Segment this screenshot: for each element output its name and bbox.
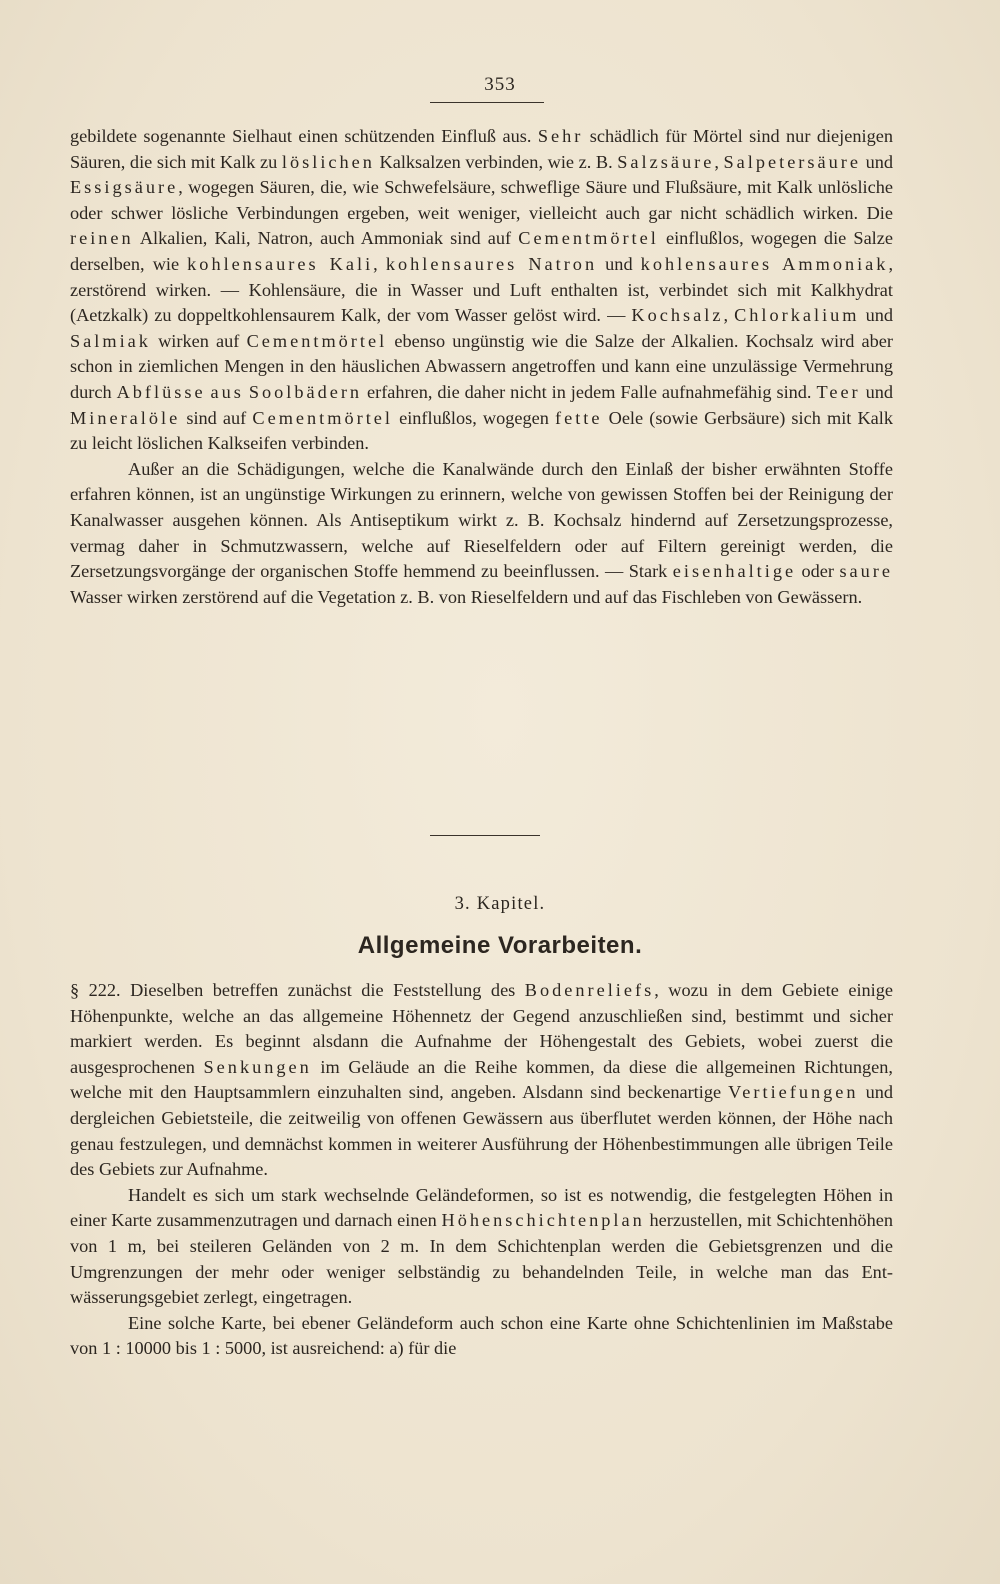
- text-run: ebenso ungünstig wie die Salze der Alkalien. Kochsalz wird aber schon in ziemlichen Mengen in den häuslichen Abwassern angetroffen und kann eine unzulässige Vermehrung durch: [70, 330, 893, 402]
- text-run: oder: [796, 561, 840, 582]
- emphasized-text: Vertiefungen: [728, 1082, 859, 1103]
- text-run: Außer an die Schädigungen, welche die Kanalwände durch den Einlaß der bisher erwähnten Stoffe erfahren können, ist an ungünstige Wirkungen zu erinnern, welche von gewissen Stoffen bei der Reinigung der Kanalwasser ausgehen können. Als Antiseptikum wirkt z. B. Kochsalz hindernd auf Zersetzungsprozesse, vermag daher in Schmutzwassern, welche auf Rieselfeldern oder auf Filtern gereinigt werden, die Zersetzungsvorgänge der organischen Stoffe hemmend zu beeinflussen. — Stark: [70, 458, 893, 582]
- text-run: und: [860, 151, 893, 172]
- text-run: herzustellen, mit Schichtenhöhen von 1 m, bei steileren Geländen von 2 m. In dem Schichtenplan werden die Gebietsgrenzen und die Umgrenzungen der mehr oder weniger selbständig zu behandelnden Teile, in welche man das Entwässerungsgebiet zerlegt, eingetragen.: [70, 1210, 893, 1308]
- emphasized-text: reinen: [70, 228, 134, 249]
- emphasized-text: Cementmörtel: [252, 407, 393, 428]
- emphasized-text: kohlensaures Ammoniak: [640, 253, 889, 274]
- emphasized-text: Senkungen: [203, 1056, 312, 1077]
- emphasized-text: Chlorkalium: [734, 305, 860, 326]
- text-run: sind auf: [180, 407, 253, 428]
- text-run: ,: [723, 305, 735, 326]
- page-number: 353: [484, 74, 516, 95]
- emphasized-text: Salzsäure: [617, 151, 715, 172]
- emphasized-text: fette: [555, 407, 603, 428]
- text-run: Alkalien, Kali, Natron, auch Ammoniak sind auf: [133, 228, 519, 249]
- emphasized-text: kohlensaures Kali: [187, 253, 374, 274]
- paragraph: [70, 978, 893, 1183]
- emphasized-text: aus: [210, 381, 244, 402]
- emphasized-text: Sehr: [537, 126, 584, 146]
- text-run: einflußlos, wogegen: [392, 407, 556, 428]
- text-run: wirken auf: [150, 330, 247, 351]
- body-text-upper: [70, 124, 893, 610]
- text-run: , zerstörend wirken. — Kohlensäure, die in Wasser und Luft enthalten ist, verbindet sich mit Kalkhydrat (Aetzkalk) zu doppeltkohlensaurem Kalk, der vom Wasser gelöst wird. —: [70, 253, 894, 326]
- emphasized-text: saure: [839, 561, 894, 582]
- text-run: , wozu in dem Gebiete einige Höhenpunkte, welche an das allgemeine Höhennetz der Gegend anzuschließen sind, bestimmt und sicher markiert werden. Es beginnt alsdann die Aufnahme der Höhengestalt des Gebiets, wobei zuerst die ausgesprochenen: [70, 980, 893, 1077]
- text-run: und: [597, 253, 641, 274]
- chapter-label: 3. Kapitel.: [454, 894, 546, 914]
- body-text-lower: [70, 978, 893, 1362]
- emphasized-text: Cementmörtel: [518, 228, 659, 249]
- text-run: und: [859, 305, 894, 326]
- emphasized-text: Salmiak: [70, 330, 151, 351]
- emphasized-text: kohlensaures Natron: [385, 253, 598, 274]
- emphasized-text: Mineralöle: [70, 407, 181, 428]
- emphasized-text: eisenhaltige: [672, 561, 797, 582]
- emphasized-text: Höhenschichtenplan: [441, 1210, 645, 1231]
- text-run: § 222. Dieselben betreffen zunächst die Feststellung des: [70, 980, 525, 1000]
- emphasized-text: Abflüsse: [116, 381, 206, 402]
- text-run: , wogegen Säuren, die, wie Schwefelsäure, schweflige Säure und Flußsäure, mit Kalk unlösliche oder schwer lösliche Verbindungen ergeben, weit weniger, vielleicht auch gar nicht schädlich wirken. Die: [70, 177, 893, 223]
- text-run: und: [860, 381, 894, 402]
- text-run: Eine solche Karte, bei ebener Geländeform auch schon eine Karte ohne Schichtenlinien im Maßstabe von 1 : 10000 bis 1 : 5000, ist ausreichend: a) für die: [70, 1312, 893, 1359]
- emphasized-text: löslichen: [281, 151, 375, 172]
- paragraph: [70, 1311, 893, 1362]
- emphasized-text: Cementmörtel: [246, 330, 388, 351]
- text-run: einflußlos, wogegen die Salze derselben, wie: [70, 228, 893, 274]
- emphasized-text: Soolbädern: [248, 381, 363, 402]
- text-run: gebildete sogenannte Sielhaut einen schützenden Einfluß aus.: [70, 126, 538, 146]
- text-run: im Geläude an die Reihe kommen, da diese die allgemeinen Richtungen, welche mit den Hauptsammlern einzuhalten sind, angeben. Alsdann sind beckenartige: [70, 1056, 894, 1103]
- emphasized-text: Salpetersäure: [723, 151, 861, 172]
- text-run: und dergleichen Gebietsteile, die zeitweilig von offenen Gewässern aus überflutet werden können, der Höhe nach genau festzulegen, und demnächst kommen in weiterer Ausführung der Höhenbestimmungen alle übrigen Teile des Gebiets zur Aufnahme.: [70, 1082, 893, 1180]
- text-run: Kalksalzen verbinden, wie z. B.: [374, 151, 618, 172]
- paragraph: [70, 457, 893, 611]
- text-run: Wasser wirken zerstörend auf die Vegetation z. B. von Rieselfeldern und auf das Fischleben von Gewässern.: [70, 586, 863, 607]
- paragraph: [70, 1183, 893, 1311]
- text-run: Handelt es sich um stark wechselnde Geländeformen, so ist es notwendig, die festgelegten Höhen in einer Karte zusammenzutragen und darnach einen: [70, 1184, 893, 1231]
- chapter-title: Allgemeine Vorarbeiten.: [357, 932, 643, 959]
- emphasized-text: Teer: [816, 381, 861, 402]
- text-run: Oele (sowie Gerbsäure) sich mit Kalk zu leicht löslichen Kalkseifen verbinden.: [70, 407, 894, 454]
- emphasized-text: Essigsäure: [70, 177, 179, 198]
- paragraph: [70, 124, 893, 457]
- emphasized-text: Kochsalz: [631, 305, 724, 326]
- text-run: ,: [714, 151, 724, 172]
- text-run: erfahren, die daher nicht in jedem Falle aufnahmefähig sind.: [362, 381, 817, 402]
- header-rule: [430, 102, 544, 103]
- text-run: ,: [373, 253, 386, 274]
- text-run: schädlich für Mörtel sind nur diejenigen Säuren, die sich mit Kalk zu: [70, 126, 893, 172]
- section-divider: [430, 835, 540, 836]
- emphasized-text: Bodenreliefs: [524, 980, 655, 1000]
